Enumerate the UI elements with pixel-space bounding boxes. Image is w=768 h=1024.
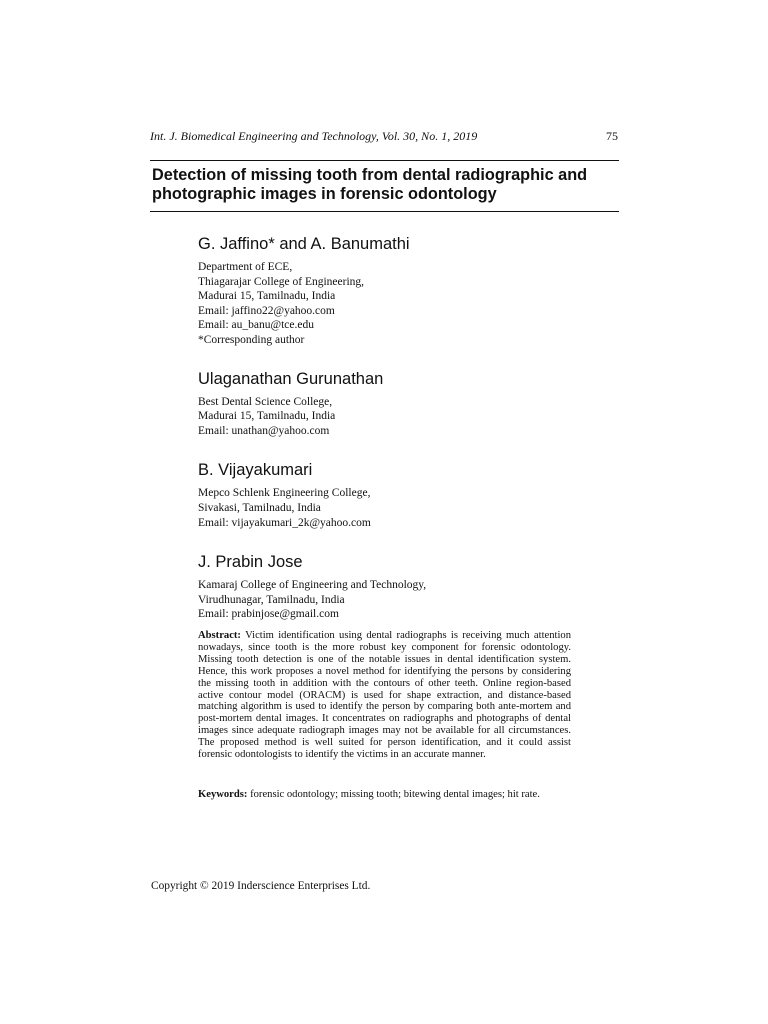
email-line: Email: vijayakumari_2k@yahoo.com [198,516,371,529]
author-list [198,234,578,622]
running-header [150,129,618,147]
affiliation-line: Kamaraj College of Engineering and Technology, [198,579,427,592]
title-top-rule [150,160,619,161]
title-bottom-rule [150,211,619,212]
corresponding-author-note: *Corresponding author [198,333,305,346]
author-name: J. Prabin Jose [198,553,303,572]
author-block-4 [198,552,578,622]
journal-citation: Int. J. Biomedical Engineering and Technology, Vol. 30, No. 1, 2019 [150,129,478,143]
abstract-label: Abstract: [198,630,241,641]
keywords-text: forensic odontology; missing tooth; bitewing dental images; hit rate. [250,789,540,800]
author-name: G. Jaffino* and A. Banumathi [198,235,410,253]
paper-title: Detection of missing tooth from dental radiographic and photographic images in forensic odontology [152,166,588,203]
email-line: Email: unathan@yahoo.com [198,424,330,437]
author-name: Ulaganathan Gurunathan [198,369,384,388]
email-line: Email: prabinjose@gmail.com [198,608,339,621]
author-name: B. Vijayakumari [198,461,313,480]
copyright-notice: Copyright © 2019 Inderscience Enterprises Ltd. [151,880,371,892]
email-line: Email: au_banu@tce.edu [198,319,314,332]
affiliation-line: Virudhunagar, Tamilnadu, India [198,593,345,606]
keywords [198,789,571,802]
affiliation-line: Best Dental Science College, [198,395,333,408]
affiliation-line: Department of ECE, [198,261,293,273]
keywords-label: Keywords: [198,789,248,800]
page-number: 75 [606,129,618,143]
author-block-3 [198,460,578,530]
abstract-text: Victim identification using dental radiographs is receiving much attention nowadays, since tooth is the more robust key component for forensic odontology. Missing tooth detection is one of the notable issues in dental identification system. Hence, this work proposes a novel method for identifying the persons by considering the missing tooth in addition with the contours of other teeth. Online region-based active contour model (ORACM) is used for shape extraction, and distance-based matching algorithm is used to identify the person by comparing both ante-mortem and post-mortem dental images. It concentrates on radiographs and photographs of dental images since adequate radiograph images may not be available for all circumstances. The proposed method is well suited for person identification, and it could assist forensic odontologists to identify the victims in an accurate manner. [198,630,571,761]
author-block-1 [198,234,578,348]
affiliation-line: Mepco Schlenk Engineering College, [198,487,371,500]
affiliation-line: Madurai 15, Tamilnadu, India [198,290,336,303]
affiliation-line: Sivakasi, Tamilnadu, India [198,501,321,514]
affiliation-line: Madurai 15, Tamilnadu, India [198,410,336,423]
author-block-2 [198,369,578,439]
email-line: Email: jaffino22@yahoo.com [198,304,335,317]
abstract [198,630,571,761]
affiliation-line: Thiagarajar College of Engineering, [198,275,365,288]
